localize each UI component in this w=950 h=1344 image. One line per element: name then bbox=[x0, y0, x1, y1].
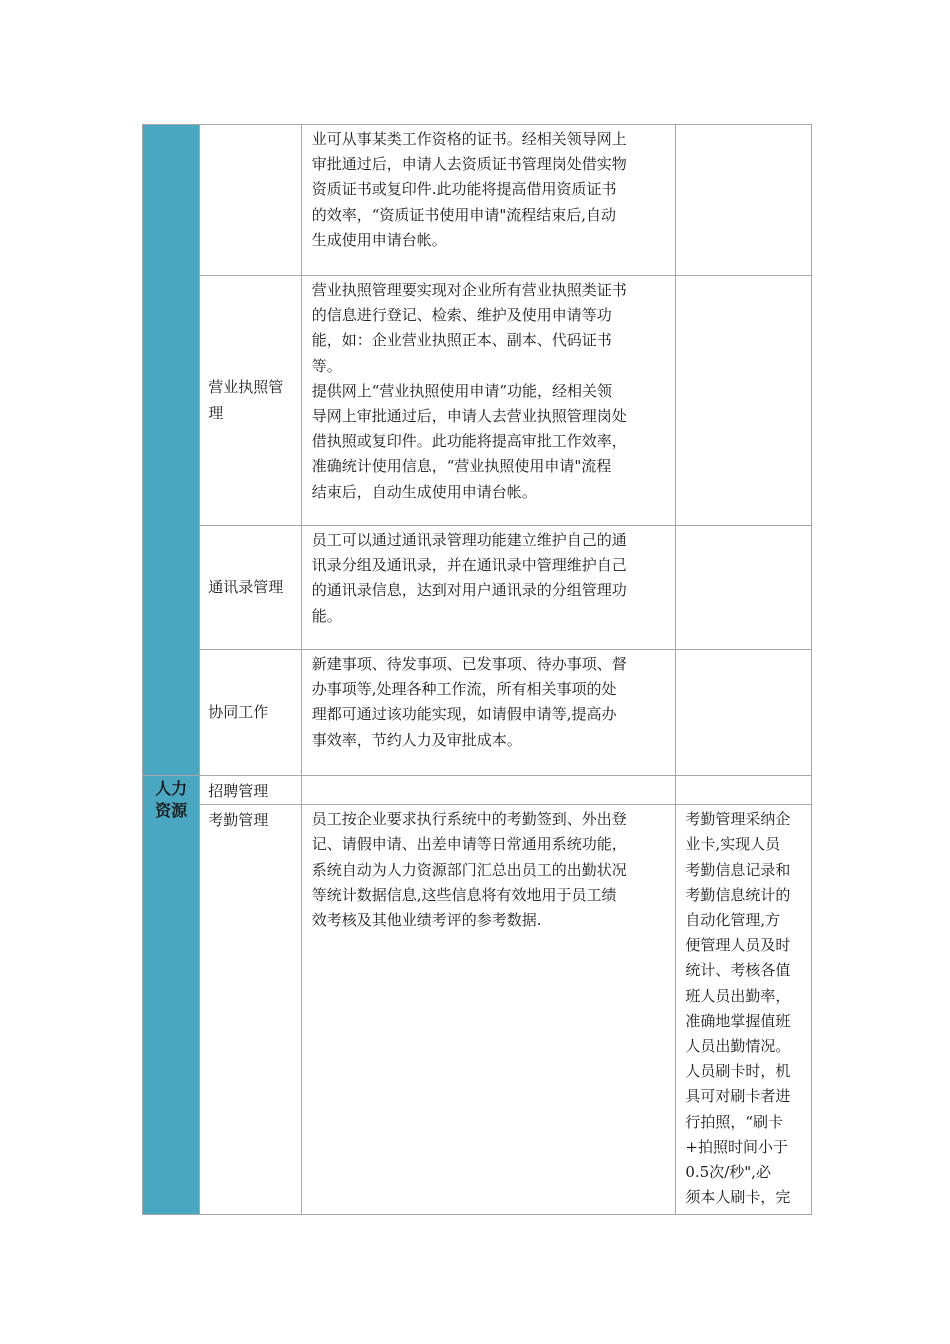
module-name: 招聘管理 bbox=[208, 782, 269, 800]
module-note: 考勤管理采纳企 业卡,实现人员 考勤信息记录和 考勤信息统计的 自动化管理,方 便管理人员及时 统计、考核各值 班人员出勤率， 准确地掌握值班 人员出勤情况。 人员刷卡时，机 具可对刷卡者进 行拍照，“刷卡 +拍照时间小于 0.5次/秒",必 须本人刷卡，完 bbox=[685, 810, 791, 1207]
table-row bbox=[143, 650, 812, 776]
module-note-cell bbox=[676, 125, 812, 276]
module-description: 员工可以通过通讯录管理功能建立维护自己的通 讯录分组及通讯录，并在通讯录中管理维护自己 的通讯录信息，达到对用户通讯录的分组管理功 能。 bbox=[311, 531, 627, 625]
module-name: 营业执照管 理 bbox=[208, 378, 284, 422]
module-note-cell bbox=[676, 650, 812, 776]
module-description: 业可从事某类工作资格的证书。经相关领导网上 审批通过后，申请人去资质证书管理岗处借实物 资质证书或复印件.此功能将提高借用资质证书 的效率，“资质证书使用申请"流程结束后,自动 生成使用申请台帐。 bbox=[311, 130, 627, 249]
module-name: 通讯录管理 bbox=[208, 577, 284, 596]
module-note-cell bbox=[676, 526, 812, 650]
module-name-cell bbox=[200, 526, 301, 650]
function-table bbox=[142, 124, 812, 1215]
module-name-cell bbox=[200, 650, 301, 776]
module-note-cell bbox=[676, 776, 812, 805]
module-description-cell bbox=[301, 125, 676, 276]
category-cell-hr bbox=[143, 776, 200, 1215]
module-description-cell bbox=[301, 276, 676, 526]
module-description: 新建事项、待发事项、已发事项、待办事项、督 办事项等,处理各种工作流，所有相关事项的处 理都可通过该功能实现，如请假申请等,提高办 事效率，节约人力及审批成本。 bbox=[311, 655, 627, 749]
module-name-cell bbox=[200, 125, 301, 276]
table-row bbox=[143, 805, 812, 1215]
module-note-cell bbox=[676, 276, 812, 526]
module-description: 员工按企业要求执行系统中的考勤签到、外出登 记、请假申请、出差申请等日常通用系统功能， 系统自动为人力资源部门汇总出员工的出勤状况 等统计数据信息,这些信息将有效地用于员工绩 效考核及其他业绩考评的参考数据. bbox=[311, 810, 627, 930]
table-row bbox=[143, 526, 812, 650]
module-description-cell bbox=[301, 526, 676, 650]
table-row bbox=[143, 776, 812, 805]
table-row bbox=[143, 125, 812, 276]
module-description-cell bbox=[301, 805, 676, 1215]
module-note-cell bbox=[676, 805, 812, 1215]
module-name-cell bbox=[200, 805, 301, 1215]
table-row bbox=[143, 276, 812, 526]
module-name: 协同工作 bbox=[208, 702, 269, 721]
category-label-hr: 人力 资源 bbox=[155, 779, 188, 820]
module-description: 营业执照管理要实现对企业所有营业执照类证书 的信息进行登记、检索、维护及使用申请等功 能，如：企业营业执照正本、副本、代码证书 等。 提供网上“营业执照使用申请”功能，经相关领 导网上审批通过后，申请人去营业执照管理岗处 借执照或复印件。此功能将提高审批工作效率， 准确统计使用信息，“营业执照使用申请"流程 结束后，自动生成使用申请台帐。 bbox=[311, 281, 627, 501]
module-name-cell bbox=[200, 776, 301, 805]
module-name-cell bbox=[200, 276, 301, 526]
category-cell-office bbox=[143, 125, 200, 776]
module-description-cell bbox=[301, 776, 676, 805]
module-name: 考勤管理 bbox=[208, 811, 269, 830]
module-description-cell bbox=[301, 650, 676, 776]
